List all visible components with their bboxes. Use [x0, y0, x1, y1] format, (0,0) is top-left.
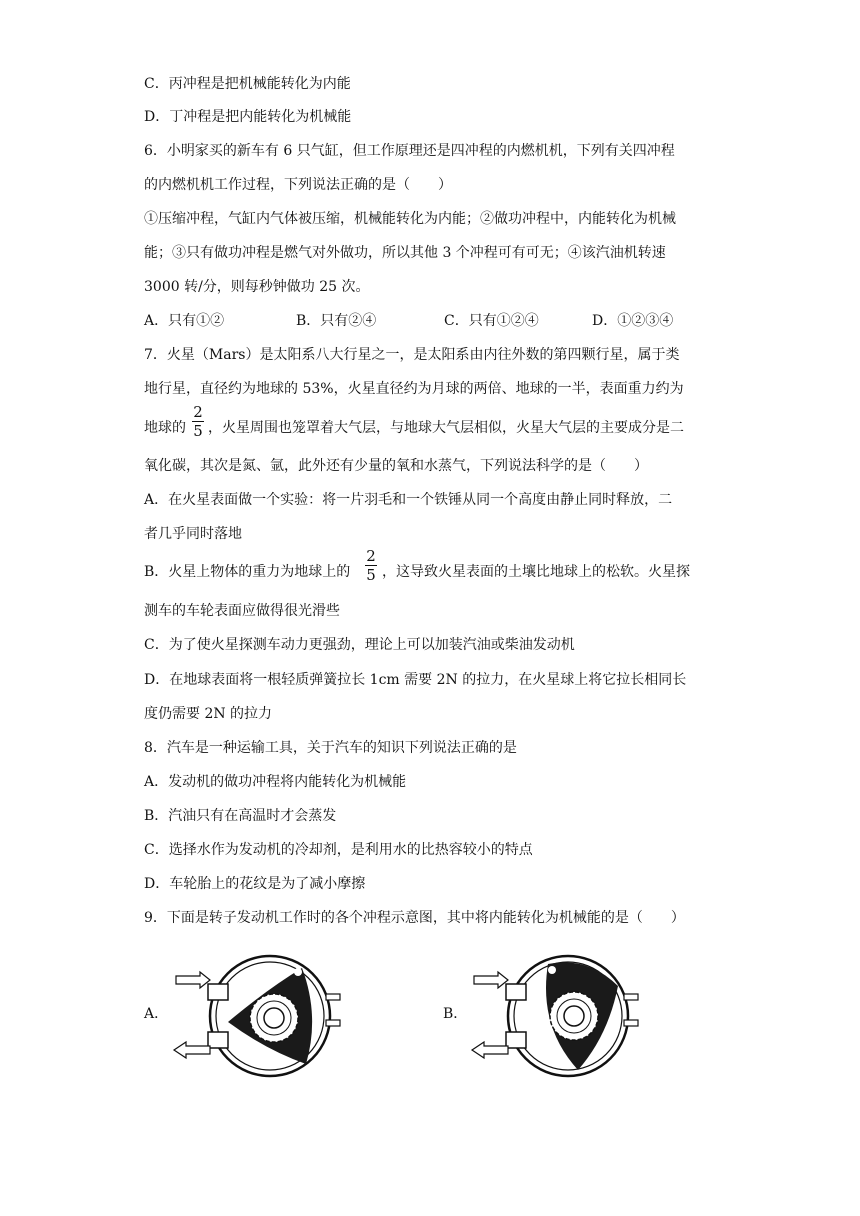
q8-option-b: B．汽油只有在高温时才会蒸发: [144, 808, 337, 824]
q7-option-d-line1: D．在地球表面将一根轻质弹簧拉长 1cm 需要 2N 的拉力，在火星球上将它拉长相同长: [144, 672, 687, 688]
q9-label-a: A．: [144, 1006, 169, 1022]
q7-fraction: [192, 404, 204, 439]
q7-option-b-fraction: [365, 548, 377, 583]
q6-option-a: A．只有①②: [144, 313, 225, 329]
q6-option-c: C．只有①②④: [444, 313, 539, 329]
q6-statement-line1: ①压缩冲程，气缸内气体被压缩，机械能转化为内能；②做功冲程中，内能转化为机械: [144, 211, 676, 227]
q6-option-d: D．①②③④: [592, 313, 674, 329]
q6-options: [144, 311, 744, 331]
q7-stem-line4: 氧化碳，其次是氮、氩，此外还有少量的氧和水蒸气，下列说法科学的是（ ）: [144, 458, 648, 474]
q8-stem: 8．汽车是一种运输工具，关于汽车的知识下列说法正确的是: [144, 740, 517, 756]
fraction-numerator: 2: [366, 547, 376, 565]
fraction-denominator: 5: [193, 422, 203, 440]
q8-option-a: A．发动机的做功冲程将内能转化为机械能: [144, 774, 407, 790]
q9-stem: 9．下面是转子发动机工作时的各个冲程示意图，其中将内能转化为机械能的是（ ）: [144, 910, 685, 926]
q7-option-a-line1: A．在火星表面做一个实验：将一片羽毛和一个铁锤从同一个高度由静止同时释放，二: [144, 492, 673, 508]
q7-stem-line2: 地行星，直径约为地球的 53%，火星直径约为月球的两倍、地球的一半，表面重力约为: [144, 381, 684, 397]
q8-option-d: D．车轮胎上的花纹是为了减小摩擦: [144, 876, 366, 892]
q7-option-c: C．为了使火星探测车动力更强劲，理论上可以加装汽油或柴油发动机: [144, 637, 575, 653]
q6-statement-line2: 能；③只有做功冲程是燃气对外做功，所以其他 3 个冲程可有可无；④该汽油机转速: [144, 245, 666, 261]
q7-option-b-line2: 测车的车轮表面应做得很光滑些: [144, 603, 340, 619]
q6-stem-line1: 6．小明家买的新车有 6 只气缸，但工作原理还是四冲程的内燃机机，下列有关四冲程: [144, 143, 675, 159]
q7-stem-line3b: ，火星周围也笼罩着大气层，与地球大气层相似，火星大气层的主要成分是二: [208, 420, 684, 436]
q6-stem-line2: 的内燃机机工作过程，下列说法正确的是（ ）: [144, 177, 452, 193]
q5-option-d: D．丁冲程是把内能转化为机械能: [144, 109, 352, 125]
q7-option-a-line2: 者几乎同时落地: [144, 526, 242, 542]
q9-label-b: B．: [443, 1006, 468, 1022]
q7-stem-line1: 7．火星（Mars）是太阳系八大行星之一，是太阳系由内往外数的第四颗行星，属于类: [144, 347, 680, 363]
rotary-engine-diagram-b: [468, 946, 648, 1086]
fraction-numerator: 2: [193, 403, 203, 421]
q6-option-b: B．只有②④: [296, 313, 377, 329]
q8-option-c: C．选择水作为发动机的冷却剂，是利用水的比热容较小的特点: [144, 842, 533, 858]
fraction-denominator: 5: [366, 566, 376, 584]
rotary-engine-diagram-a: [170, 946, 350, 1086]
q5-option-c: C．丙冲程是把机械能转化为内能: [144, 76, 351, 92]
q6-statement-line3: 3000 转/分，则每秒钟做功 25 次。: [144, 279, 370, 295]
q7-stem-line3a: 地球的: [144, 420, 186, 436]
q7-option-d-line2: 度仍需要 2N 的拉力: [144, 706, 273, 722]
q7-option-b-line1a: B．火星上物体的重力为地球上的: [144, 564, 351, 580]
q7-option-b-line1b: ，这导致火星表面的土壤比地球上的松软。火星探: [382, 564, 690, 580]
